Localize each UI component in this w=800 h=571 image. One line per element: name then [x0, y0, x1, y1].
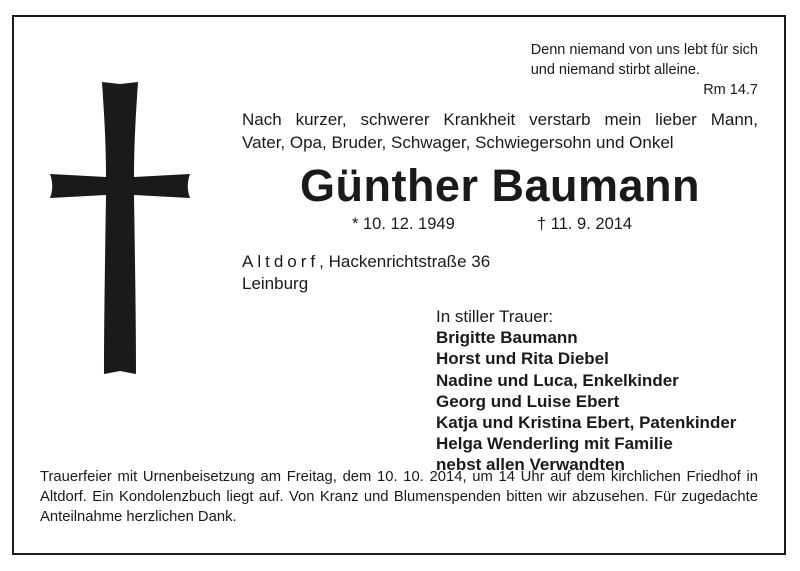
intro-line: Nach kurzer, schwerer Krankheit verstarb mein lieber Mann, [242, 110, 758, 129]
quote-line: Denn niemand von uns lebt für sich [530, 42, 758, 58]
address [242, 251, 490, 295]
mourner-name: Brigitte Baumann [436, 328, 578, 348]
mourner-name: nebst allen Verwandten [436, 455, 625, 475]
address-line: Leinburg [242, 274, 309, 293]
cross-icon [50, 82, 190, 374]
mourners-heading: In stiller Trauer: [436, 307, 554, 326]
mourners-list [436, 306, 736, 476]
mourner-name: Nadine und Luca, Enkelkinder [436, 370, 679, 390]
mourner-name: Helga Wenderling mit Familie [436, 434, 673, 454]
intro-text [242, 108, 758, 154]
bible-quote [531, 40, 758, 100]
deceased-name: Günther Baumann [299, 160, 701, 211]
mourner-name: Katja und Kristina Ebert, Patenkinder [436, 413, 737, 433]
funeral-info: Trauerfeier mit Urnenbeisetzung am Freitag, dem 10. 10. 2014, um 14 Uhr auf dem kirchlichen Friedhof in Altdorf. Ein Kondolenzbuch liegt auf. Von Kranz und Blumenspenden bitten wir abzusehen. Für zugedachte Anteilnahme herzlichen Dank. [40, 469, 758, 525]
mourner-name: Georg und Luise Ebert [436, 391, 620, 411]
quote-source: Rm 14.7 [703, 82, 758, 98]
quote-line: und niemand stirbt alleine. [530, 62, 700, 78]
mourner-name: Horst und Rita Diebel [436, 349, 609, 369]
street: , Hackenrichtstraße 36 [319, 252, 491, 271]
address-line [242, 251, 490, 273]
birth-date: * 10. 12. 1949 [352, 215, 455, 233]
death-date: † 11. 9. 2014 [537, 215, 633, 233]
town-name: Altdorf [242, 252, 320, 271]
intro-line: Vater, Opa, Bruder, Schwager, Schwiegersohn und Onkel [242, 133, 674, 152]
